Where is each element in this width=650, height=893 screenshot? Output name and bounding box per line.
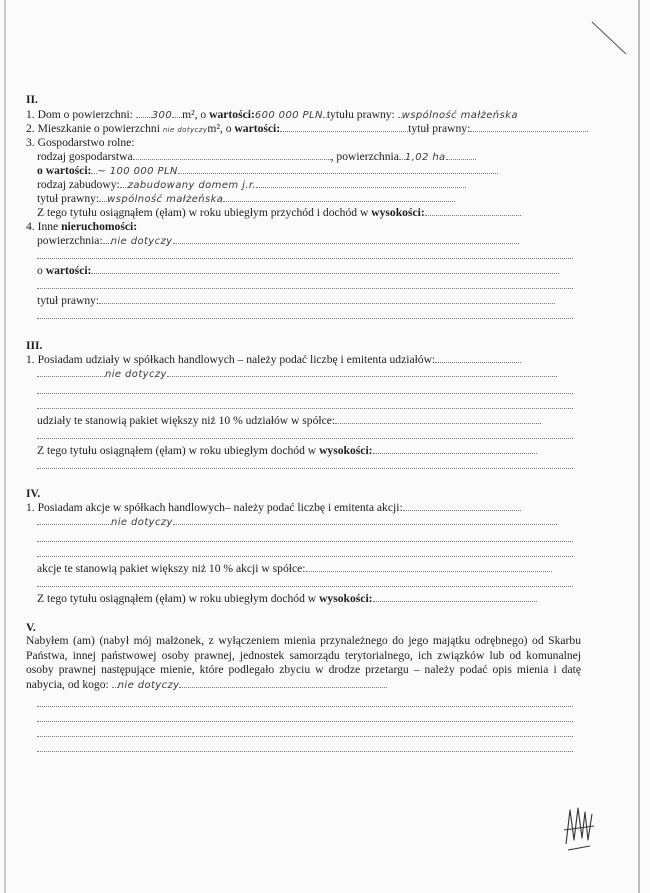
acquired-property-value: nie dotyczy bbox=[117, 679, 180, 691]
shares-income-line: Z tego tytułu osiągnąłem (ęłam) w roku ubiegłym dochód w wysokości: bbox=[37, 444, 580, 458]
farm-income-line: Z tego tytułu osiągnąłem (ęłam) w roku ubiegłym przychód i dochód w wysokości: bbox=[37, 206, 580, 220]
farm-value-line: o wartości: ~ 100 000 PLN bbox=[37, 164, 580, 179]
apartment-area-value: nie dotyczy bbox=[162, 126, 208, 134]
other-title-line: tytuł prawny: bbox=[37, 294, 580, 308]
house-value: 600 000 PLN bbox=[254, 110, 323, 121]
blank-line bbox=[37, 458, 573, 469]
farm-value: ~ 100 000 PLN bbox=[97, 166, 178, 177]
house-title-value: wspólność małżeńska bbox=[401, 110, 518, 121]
blank-line bbox=[37, 428, 573, 439]
blank-line bbox=[37, 546, 573, 557]
blank-line bbox=[37, 741, 573, 752]
section-iv-heading: IV. bbox=[26, 487, 41, 500]
blank-line bbox=[37, 711, 573, 722]
blank-line bbox=[37, 398, 573, 409]
farm-buildings-line: rodzaj zabudowy: zabudowany domem j.r. bbox=[37, 178, 580, 193]
stocks-line: 1. Posiadam akcje w spółkach handlowych– należy podać liczbę i emitenta akcji: bbox=[26, 501, 580, 515]
farm-type-line: rodzaj gospodarstwa , powierzchnia 1,02 ha bbox=[37, 150, 580, 165]
other-value-line: o wartości: bbox=[37, 264, 580, 278]
farm-title-value: wspólność małżeńska bbox=[107, 194, 224, 205]
shares-value-line bbox=[37, 367, 580, 382]
house-area-value: 300 bbox=[151, 110, 173, 121]
farm-area-value: 1,02 ha bbox=[404, 152, 446, 163]
farm-title-line: tytuł prawny: wspólność małżeńska bbox=[37, 192, 580, 207]
stocks-value-line bbox=[37, 515, 580, 530]
farm-heading: 3. Gospodarstwo rolne: bbox=[26, 136, 135, 149]
scan-edge-right bbox=[638, 0, 640, 893]
shares-line: 1. Posiadam udziały w spółkach handlowych – należy podać liczbę i emitenta udziałów: bbox=[26, 353, 580, 367]
blank-line bbox=[37, 576, 573, 587]
acquired-property-paragraph: Nabyłem (am) (nabył mój małżonek, z wyłączeniem mienia przynależnego do jego majątku odrębnego) od Skarbu Państwa, innej państwowej osoby prawnej, jednostek samorządu terytorialnego, ich związków lub od komunalnej osoby prawnej następujące mienie, które podlegało zbyciu w drodze przetargu – należy podać opis mienia i datę nabycia, od kogo: nie dotyczy bbox=[26, 634, 581, 691]
blank-line bbox=[37, 696, 573, 707]
stocks-packet-line: akcje te stanowią pakiet większy niż 10 % akcji w spółce: bbox=[37, 562, 580, 576]
blank-line bbox=[37, 383, 573, 394]
corner-pen-stroke bbox=[590, 18, 630, 58]
blank-line bbox=[37, 278, 573, 289]
other-area-value: nie dotyczy bbox=[110, 236, 173, 247]
blank-line bbox=[37, 531, 573, 542]
apartment-line: 2. Mieszkanie o powierzchni nie dotyczym², o wartości: tytuł prawny: bbox=[26, 122, 580, 137]
stocks-income-line: Z tego tytułu osiągnąłem (ęłam) w roku ubiegłym dochód w wysokości: bbox=[37, 592, 580, 606]
other-property-heading: 4. Inne nieruchomości: bbox=[26, 220, 138, 233]
stocks-value: nie dotyczy bbox=[111, 517, 173, 528]
farm-buildings-value: zabudowany domem j.r. bbox=[127, 180, 257, 191]
section-ii-heading: II. bbox=[26, 93, 38, 106]
house-line: 1. Dom o powierzchni: 300 m², o wartości:600 000 PLN tytułu prawny: wspólność małżeńska bbox=[26, 108, 518, 121]
blank-line bbox=[37, 248, 573, 259]
section-v-heading: V. bbox=[26, 621, 36, 634]
signature-initials bbox=[560, 800, 600, 856]
section-iii-heading: III. bbox=[26, 339, 43, 352]
other-area-line: powierzchnia: nie dotyczy bbox=[37, 234, 580, 249]
blank-line bbox=[37, 726, 573, 737]
scan-edge-left bbox=[4, 0, 6, 893]
shares-packet-line: udziały te stanowią pakiet większy niż 10 % udziałów w spółce: bbox=[37, 414, 580, 428]
shares-value: nie dotyczy bbox=[105, 369, 167, 380]
blank-line bbox=[37, 308, 573, 319]
